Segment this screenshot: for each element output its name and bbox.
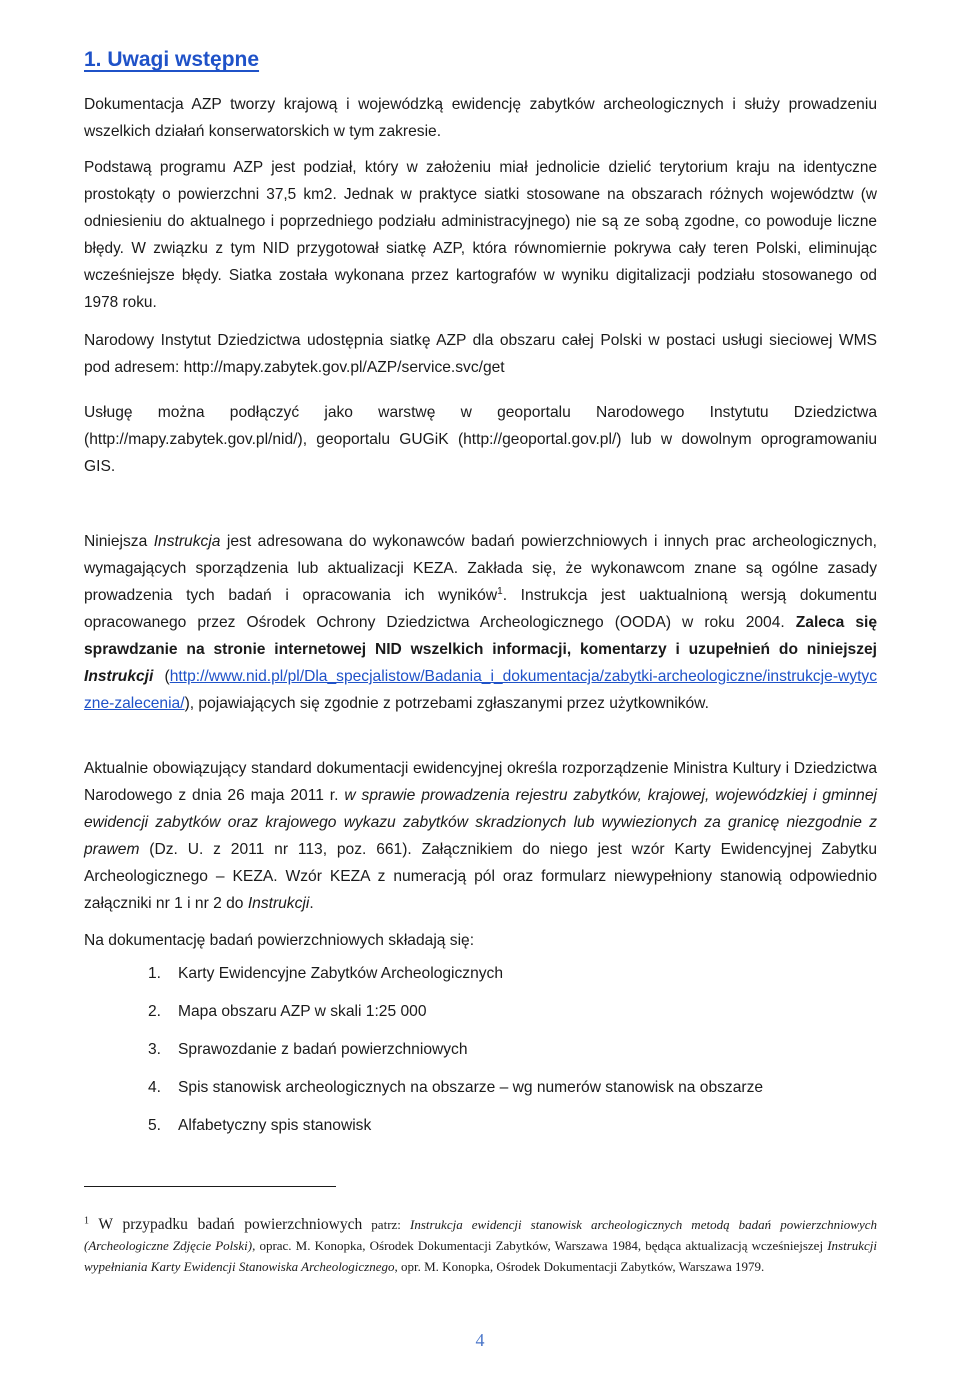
nid-instructions-link[interactable]: http://www.nid.pl/pl/Dla_specjalistow/Badania_i_dokumentacja/zabytki-archeologiczne/instrukcje-wytyczne-zalecenia/ [84,668,877,712]
footnote-s3: , opr. M. Konopka, Ośrodek Dokumentacji Zabytków, Warszawa 1979. [394,1259,765,1274]
p6-regulation-title: w sprawie prowadzenia rejestru zabytków, krajowej, wojewódzkiej i gminnej ewidencji zabytków oraz krajowego wykazu zabytków skradzionych lub wywiezionych za granicę niezgodnie z prawem [84,787,877,858]
list-item-text: Karty Ewidencyjne Zabytków Archeologicznych [178,965,504,982]
footnote-title-2: Instrukcji wypełniania Karty Ewidencji Stanowiska Archeologicznego [84,1238,878,1274]
paragraph-azp-grid-a: Podstawą programu AZP jest podział, który w założeniu miał jednolicie dzielić terytorium kraju na identyczne prostokąty o powierzchni 37,5 km2. [84,159,877,203]
list-item-number: 2. [148,1003,162,1020]
list-item [148,1114,763,1152]
list-item [148,1076,763,1114]
p5-s5: Zaleca się sprawdzanie na stronie internetowej NID wszelkich informacji, komentarzy i uzupełnień do niniejszej [84,614,877,658]
list-item-number: 5. [148,1117,162,1134]
p5-s8: ), pojawiających się zgodnie z potrzebami zgłaszanymi przez użytkowników. [184,695,709,712]
p5-s7: ( [153,668,170,685]
footnote-separator [84,1186,336,1187]
paragraph-intro: Dokumentacja AZP tworzy krajową i wojewódzką ewidencję zabytków archeologicznych i służy prowadzeniu wszelkich działań konserwatorskich w tym zakresie. [84,96,877,140]
list-item [148,1038,763,1076]
list-item-text: Alfabetyczny spis stanowisk [178,1117,372,1134]
paragraph-geoportal: Usługę można podłączyć jako warstwę w geoportalu Narodowego Instytutu Dziedzictwa (http://mapy.zabytek.gov.pl/nid/), geoportalu GUGiK (http://geoportal.gov.pl/) lub w dowolnym oprogramowaniu GIS. [84,404,877,475]
p5-instrukcja: Instrukcja [153,533,221,550]
paragraph-instruction [84,528,877,717]
p6-s3: (Dz. U. z 2011 nr 113, poz. 661). Załącznikiem do niego jest wzór Karty Ewidencyjnej Zabytku Archeologicznego – KEZA. Wzór KEZA z numeracją pól oraz formularz niewypełniony stanowią odpowiednio załączniki nr 1 i nr 2 do [84,841,877,912]
p5-s1: Niniejsza [84,533,154,550]
list-item-number: 3. [148,1041,162,1058]
footnote-lead: W przypadku badań powierzchniowych [89,1216,363,1233]
paragraph-regulation [84,755,877,917]
footnote-title-1: Instrukcja ewidencji stanowisk archeologicznych metodą badań powierzchniowych (Archeologiczne Zdjęcie Polski) [84,1217,877,1253]
footnote-mark: 1 [84,1215,89,1227]
list-item-number: 1. [148,965,162,982]
paragraph-wms-service: Narodowy Instytut Dziedzictwa udostępnia siatkę AZP dla obszaru całej Polski w postaci usługi sieciowej WMS pod adresem: http://mapy.zabytek.gov.pl/AZP/service.svc/get [84,332,877,376]
p6-s5: . [309,895,314,912]
footnote-s1: patrz: [362,1217,410,1232]
p5-s3: jest adresowana do wykonawców badań powierzchniowych i innych prac archeologicznych, wymagających sporządzenia lub aktualizacji KEZA. Zakłada się, że wykonawcom znane są ogólne zasady prowadzenia tych badań i opracowania ich wyników [84,533,877,604]
page-number: 4 [475,1330,485,1350]
list-item [148,1000,763,1038]
p6-s1: Aktualnie obowiązujący standard dokumentacji ewidencyjnej określa rozporządzenie Ministra Kultury i Dziedzictwa Narodowego z dnia 26 maja 2011 r. [84,760,877,804]
documentation-list [148,962,763,1152]
list-item-text: Sprawozdanie z badań powierzchniowych [178,1041,468,1058]
footnote-ref[interactable]: 1 [497,585,503,597]
list-item-text: Mapa obszaru AZP w skali 1:25 000 [178,1003,427,1020]
paragraph-azp-grid-b: Jednak w praktyce siatki stosowane na obszarach różnych województw (w odniesieniu do aktualnego i poprzedniego podziału administracyjnego) nie są ze sobą zgodne, co powoduje liczne błędy. W związku z tym NID przygotował siatkę AZP, która równomiernie pokrywa cały teren Polski, eliminując wcześniejsze błędy. Siatka została wykonana przez kartografów w wyniku digitalizacji podziału stosowanego od 1978 roku. [84,186,877,311]
footnote [84,1214,877,1277]
p6-instrukcji: Instrukcji [247,895,310,912]
section-heading: 1. Uwagi wstępne [84,48,260,71]
p5-instrukcji: Instrukcji [84,668,154,685]
paragraph-azp-grid [84,154,877,316]
list-item-number: 4. [148,1079,162,1096]
list-item [148,962,763,1000]
paragraph-list-intro: Na dokumentację badań powierzchniowych składają się: [84,932,475,949]
p5-s4: . Instrukcja jest uaktualnioną wersją dokumentu opracowanego przez Ośrodek Ochrony Dziedzictwa Archeologicznego (OODA) w roku 2004. [84,587,877,631]
list-item-text: Spis stanowisk archeologicznych na obszarze – wg numerów stanowisk na obszarze [178,1079,764,1096]
footnote-s2: , oprac. M. Konopka, Ośrodek Dokumentacji Zabytków, Warszawa 1984, będąca aktualizacją wcześniejszej [252,1238,828,1253]
